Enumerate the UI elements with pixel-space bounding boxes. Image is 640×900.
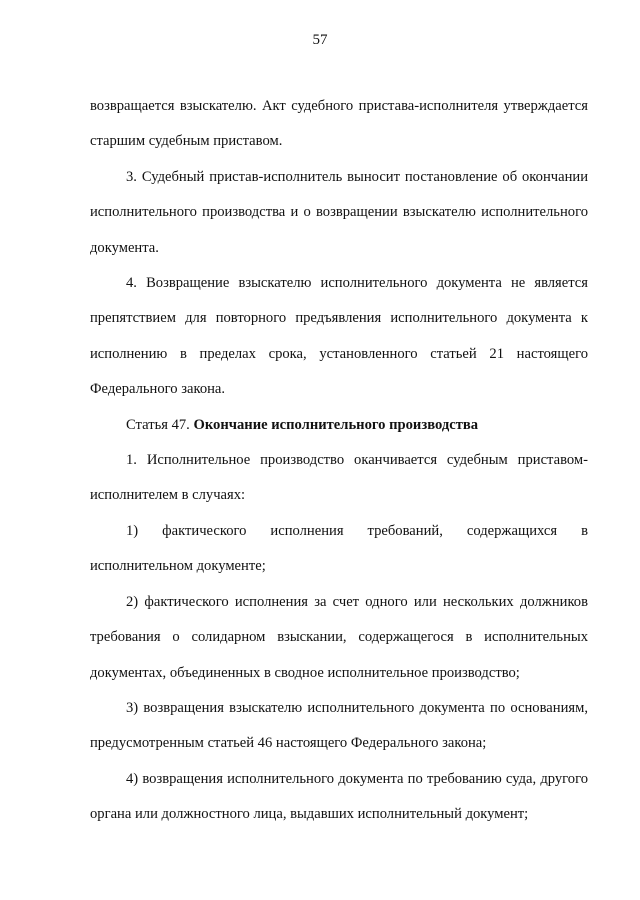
article-heading: [90, 408, 588, 443]
article-subitem-3: 3) возвращения взыскателю исполнительного документа по основаниям, предусмотренным статьей 46 настоящего Федерального закона;: [90, 699, 588, 752]
article-subitem-2: 2) фактического исполнения за счет одного или нескольких должников требования о солидарном взыскании, содержащегося в исполнительных документах, объединенных в сводное исполнительное производство;: [90, 593, 588, 681]
document-body: [90, 89, 588, 833]
article-title: Окончание исполнительного производства: [193, 416, 479, 433]
paragraph-item-4: 4. Возвращение взыскателю исполнительного документа не является препятствием для повторного предъявления исполнительного документа к исполнению в пределах срока, установленного статьей 21 настоящего Федерального закона.: [90, 275, 588, 398]
article-subitem-1: 1) фактического исполнения требований, содержащихся в исполнительном документе;: [90, 522, 588, 575]
paragraph-item-3: 3. Судебный пристав-исполнитель выносит постановление об окончании исполнительного производства и о возвращении взыскателю исполнительного документа.: [90, 168, 588, 256]
paragraph-continuation: возвращается взыскателю. Акт судебного пристава-исполнителя утверждается старшим судебным приставом.: [90, 98, 588, 150]
article-number: Статья 47.: [126, 416, 194, 433]
article-subitem-4: 4) возвращения исполнительного документа по требованию суда, другого органа или должностного лица, выдавших исполнительный документ;: [90, 770, 588, 823]
page-number: 57: [312, 32, 328, 48]
article-paragraph-1: 1. Исполнительное производство оканчивается судебным приставом-исполнителем в случаях:: [90, 452, 588, 504]
